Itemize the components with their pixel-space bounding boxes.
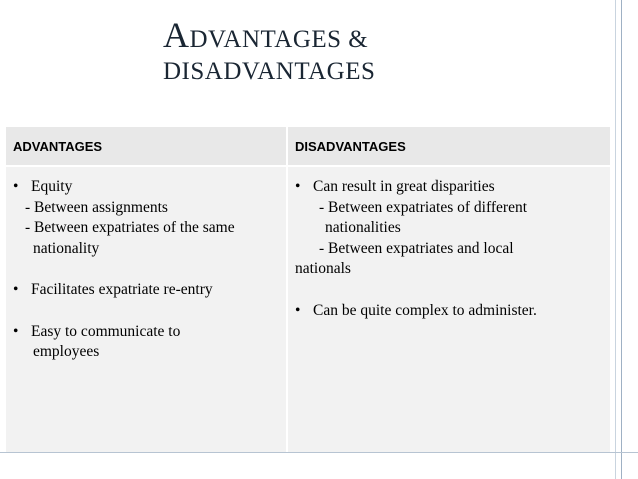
list-item <box>13 177 279 198</box>
list-item <box>295 177 603 198</box>
bottom-border-rule <box>0 452 638 453</box>
advantage-reentry: Facilitates expatriate re-entry <box>31 281 213 298</box>
right-border-rule <box>621 0 622 479</box>
bullet-icon: • <box>13 178 19 195</box>
bullet-icon: • <box>13 322 19 340</box>
table-row <box>6 167 610 452</box>
advantage-communicate: Easy to communicate to <box>31 322 181 340</box>
header-disadvantages: DISADVANTAGES <box>288 127 610 167</box>
header-advantages: ADVANTAGES <box>6 127 288 167</box>
title-initial-cap: A <box>163 15 190 55</box>
slide-title-line-2: DISADVANTAGES <box>163 58 376 85</box>
list-item <box>13 280 279 301</box>
title-rest: DVANTAGES & <box>189 26 369 53</box>
right-border-rule-inner <box>615 0 616 479</box>
sub-item-continuation: nationalities <box>325 219 401 236</box>
table-header-row <box>6 127 610 167</box>
disadvantage-complex: Can be quite complex to administer. <box>313 301 537 319</box>
disadvantage-disparities: Can result in great disparities <box>313 178 495 195</box>
advantages-cell <box>6 167 288 452</box>
item-continuation: employees <box>33 343 100 360</box>
advantage-equity: Equity <box>31 178 73 195</box>
sub-item: - Between expatriates of different <box>319 198 528 216</box>
bullet-icon: • <box>295 301 301 319</box>
sub-item: - Between assignments <box>25 198 168 216</box>
comparison-table <box>6 127 610 452</box>
bullet-icon: • <box>13 281 19 298</box>
sub-item: - Between expatriates of the same <box>25 219 235 236</box>
list-item <box>295 301 603 322</box>
sub-item: - Between expatriates and local <box>319 239 514 257</box>
list-item <box>13 322 279 343</box>
bullet-icon: • <box>295 178 301 195</box>
sub-item-continuation: nationals <box>295 260 351 277</box>
slide-title-line-1 <box>163 14 368 56</box>
disadvantages-cell <box>288 167 610 452</box>
sub-item-continuation: nationality <box>33 239 100 257</box>
